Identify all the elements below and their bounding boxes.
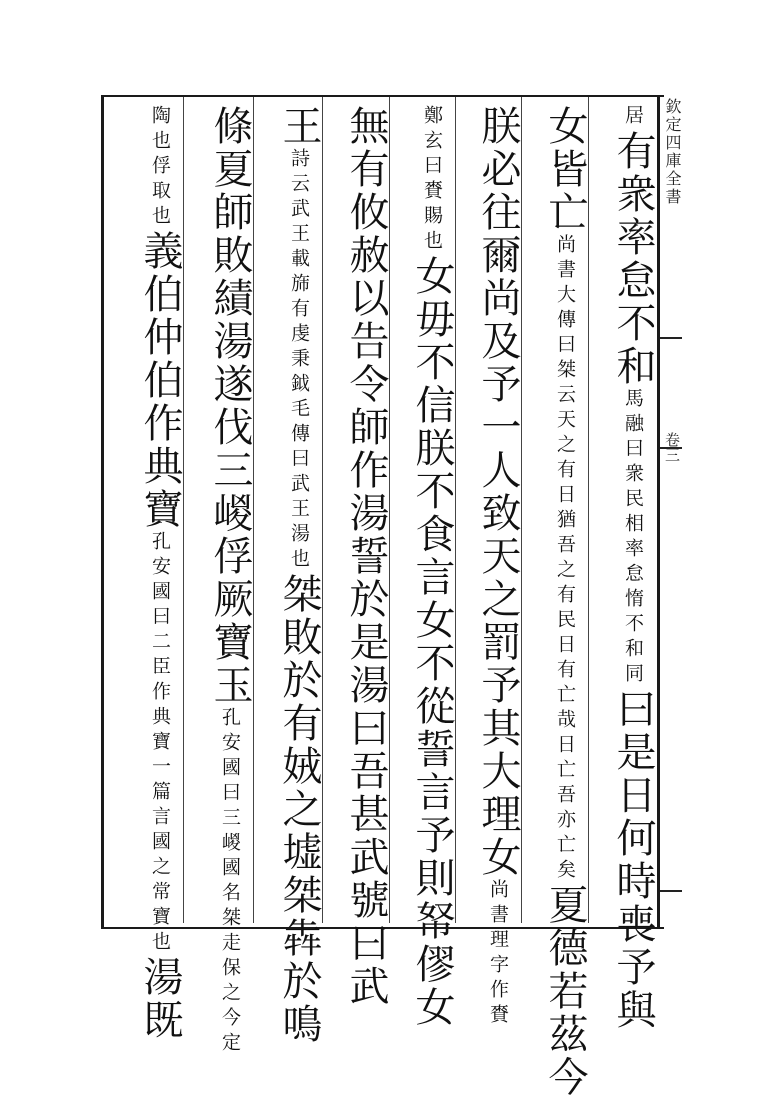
text-column	[108, 105, 183, 1042]
margin-mark	[660, 890, 682, 892]
commentary-text: 居	[622, 105, 644, 130]
main-text: 桀敗於有娀之墟桀犇於鳴	[276, 573, 322, 1046]
commentary-text: 馬融曰衆民相率怠惰不和同	[622, 388, 644, 688]
column-rule	[521, 97, 522, 923]
margin-volume-number: 卷三	[663, 432, 681, 462]
main-text: 朕必往爾尚及予一人致天之罰予其大理女	[475, 105, 521, 879]
commentary-text: 孔安國曰二臣作典寶一篇言國之常寶也	[149, 531, 171, 956]
main-text: 王	[276, 105, 322, 148]
main-text: 女毋不信朕不食言女不從誓言予則帑僇女	[409, 255, 455, 1029]
main-text: 女皆亡	[542, 105, 588, 234]
text-column	[326, 105, 389, 1008]
column-rule	[588, 97, 589, 923]
main-text: 義伯仲伯作典寶	[137, 230, 183, 531]
commentary-text: 尚書理字作賚	[487, 879, 509, 1029]
text-column	[459, 105, 521, 1029]
main-text: 無有攸赦以告令師作湯誓於是湯曰吾甚武號曰武	[343, 105, 389, 1008]
fish-tail-margin	[660, 95, 684, 927]
text-column	[393, 105, 455, 1029]
main-text: 有衆率怠不和	[610, 130, 656, 388]
main-text: 條夏師敗績湯遂伐三嵕俘厥寶玉	[207, 105, 253, 707]
margin-book-title: 欽定四庫全書	[663, 98, 682, 206]
column-rule	[455, 97, 456, 923]
commentary-text: 鄭玄曰賚賜也	[421, 105, 443, 255]
main-text: 夏德若茲今	[542, 884, 588, 1099]
column-rule	[389, 97, 390, 923]
commentary-text: 尚書大傳曰桀云天之有日猶吾之有民日有亡哉日亡吾亦亡矣	[554, 234, 576, 884]
column-rule	[253, 97, 254, 923]
column-rule	[183, 97, 184, 923]
text-column	[525, 105, 588, 1099]
text-column	[592, 105, 656, 1032]
commentary-text: 陶也俘取也	[149, 105, 171, 230]
text-column	[257, 105, 322, 1046]
text-column	[187, 105, 253, 1057]
margin-mark	[660, 337, 682, 339]
column-rule	[322, 97, 323, 923]
main-text: 曰是日何時喪予與	[610, 688, 656, 1032]
commentary-text: 詩云武王載旆有虔秉鉞毛傳曰武王湯也	[288, 148, 310, 573]
main-text: 湯既	[137, 956, 183, 1042]
commentary-text: 孔安國曰三嵕國名桀走保之今定	[219, 707, 241, 1057]
